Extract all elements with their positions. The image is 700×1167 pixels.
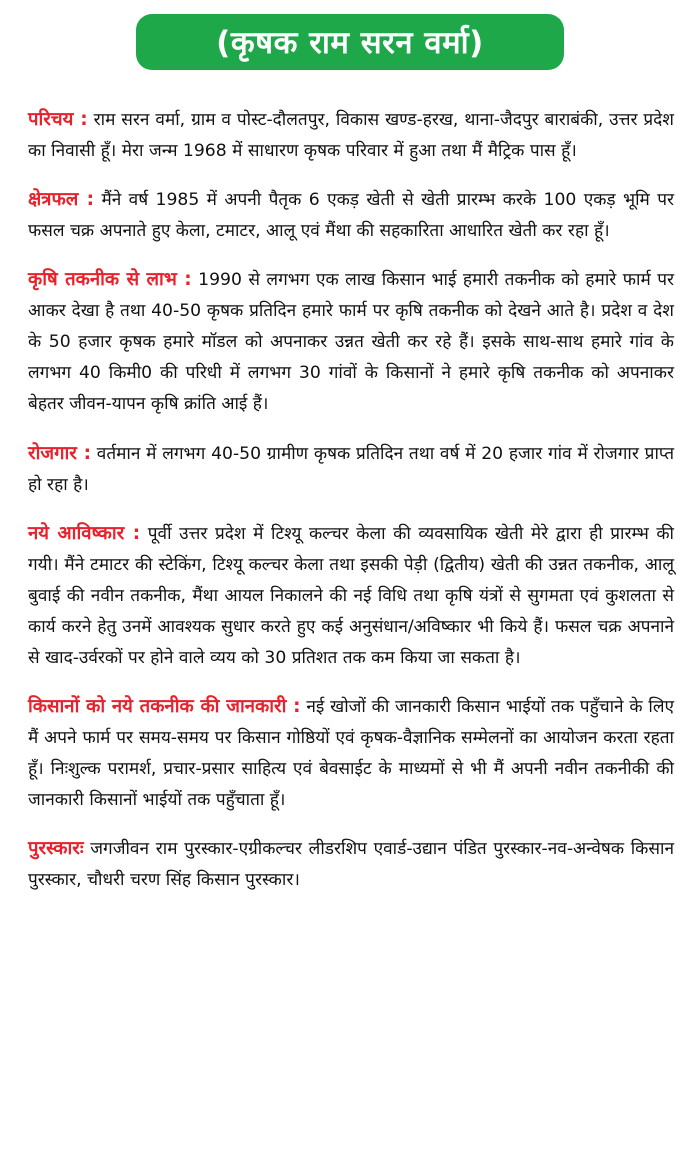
section-employment xyxy=(28,438,674,501)
section-heading: पुरस्कारः xyxy=(28,838,84,860)
section-area xyxy=(28,184,674,247)
section-heading: नये आविष्कार : xyxy=(28,522,141,544)
section-text: मैंने वर्ष 1985 में अपनी पैतृक 6 एकड़ खेती से खेती प्रारम्भ करके 100 एकड़ भूमि पर फसल चक्र अपनाते हुए केला, टमाटर, आलू एवं मैंथा की सहकारिता आधारित खेती कर रहा हूँ। xyxy=(28,190,674,242)
title-pill xyxy=(136,14,564,70)
page-title: (कृषक राम सरन वर्मा) xyxy=(216,25,484,61)
section-inventions xyxy=(28,518,674,674)
section-introduction xyxy=(28,104,674,167)
section-text: वर्तमान में लगभग 40-50 ग्रामीण कृषक प्रतिदिन तथा वर्ष में 20 हजार गांव में रोजगार प्राप्त हो रहा है। xyxy=(28,443,674,495)
section-text: 1990 से लगभग एक लाख किसान भाई हमारी तकनीक को हमारे फार्म पर आकर देखा है तथा 40-50 कृषक प्रतिदिन हमारे फार्म पर कृषि तकनीक को देखने आते है। प्रदेश व देश के 50 हजार कृषक हमारे मॉडल को अपनाकर उन्नत खेती कर रहे हैं। इसके साथ-साथ हमारे गांव के लगभग 40 किमी0 की परिधी में लगभग 30 गांवों के किसानों ने हमारे कृषि तकनीक को अपनाकर बेहतर जीवन-यापन कृषि क्रांति आई हैं। xyxy=(28,270,674,415)
section-awards xyxy=(28,833,674,896)
section-technique-benefits xyxy=(28,264,674,420)
section-text: राम सरन वर्मा, ग्राम व पोस्ट-दौलतपुर, विकास खण्ड-हरख, थाना-जैदपुर बाराबंकी, उत्तर प्रदेश का निवासी हूँ। मेरा जन्म 1968 में साधारण कृषक परिवार में हुआ तथा मैं मैट्रिक पास हूँ। xyxy=(28,110,674,161)
section-text: जगजीवन राम पुरस्कार-एग्रीकल्चर लीडरशिप एवार्ड-उद्यान पंडित पुरस्कार-नव-अन्वेषक किसान पुरस्कार, चौधरी चरण सिंह किसान पुरस्कार। xyxy=(28,839,674,891)
section-farmer-outreach xyxy=(28,691,674,816)
title-banner xyxy=(0,14,700,70)
section-heading: क्षेत्रफल : xyxy=(28,189,95,211)
section-heading: परिचय : xyxy=(28,109,88,130)
section-text: पूर्वी उत्तर प्रदेश में टिश्यू कल्चर केला की व्यवसायिक खेती मेरे द्वारा ही प्रारम्भ की गयी। मैंने टमाटर की स्टेकिंग, टिश्यू कल्चर केला तथा इसकी पेड़ी (द्वितीय) खेती की उन्नत तकनीक, आलू बुवाई की नवीन तकनीक, मैंथा आयल निकालने की नई विधि तथा कृषि यंत्रों से सुगमता एवं कुशलता से कार्य करने हेतु उनमें आवश्यक सुधार करते हुए कई अनुसंधान/अविष्कार भी किये हैं। फसल चक्र अपनाने से खाद-उर्वरकों पर होने वाले व्यय को 30 प्रतिशत तक कम किया जा सकता है। xyxy=(28,523,674,668)
section-heading: कृषि तकनीक से लाभ : xyxy=(28,269,192,291)
section-heading: रोजगार : xyxy=(28,442,92,464)
profile-content xyxy=(28,104,674,902)
section-text: नई खोजों की जानकारी किसान भाईयों तक पहुँचाने के लिए मैं अपने फार्म पर समय-समय पर किसान गोष्ठियों एवं कृषक-वैज्ञानिक सम्मेलनों का आयोजन करता रहता हूँ। निःशुल्क परामर्श, प्रचार-प्रसार साहित्य एवं बेवसाईट के माध्यमों से भी मैं अपनी नवीन तकनीकी की जानकारी किसानों भाईयों तक पहुँचाता हूँ। xyxy=(28,696,674,810)
section-heading: किसानों को नये तकनीक की जानकारी : xyxy=(28,695,301,717)
